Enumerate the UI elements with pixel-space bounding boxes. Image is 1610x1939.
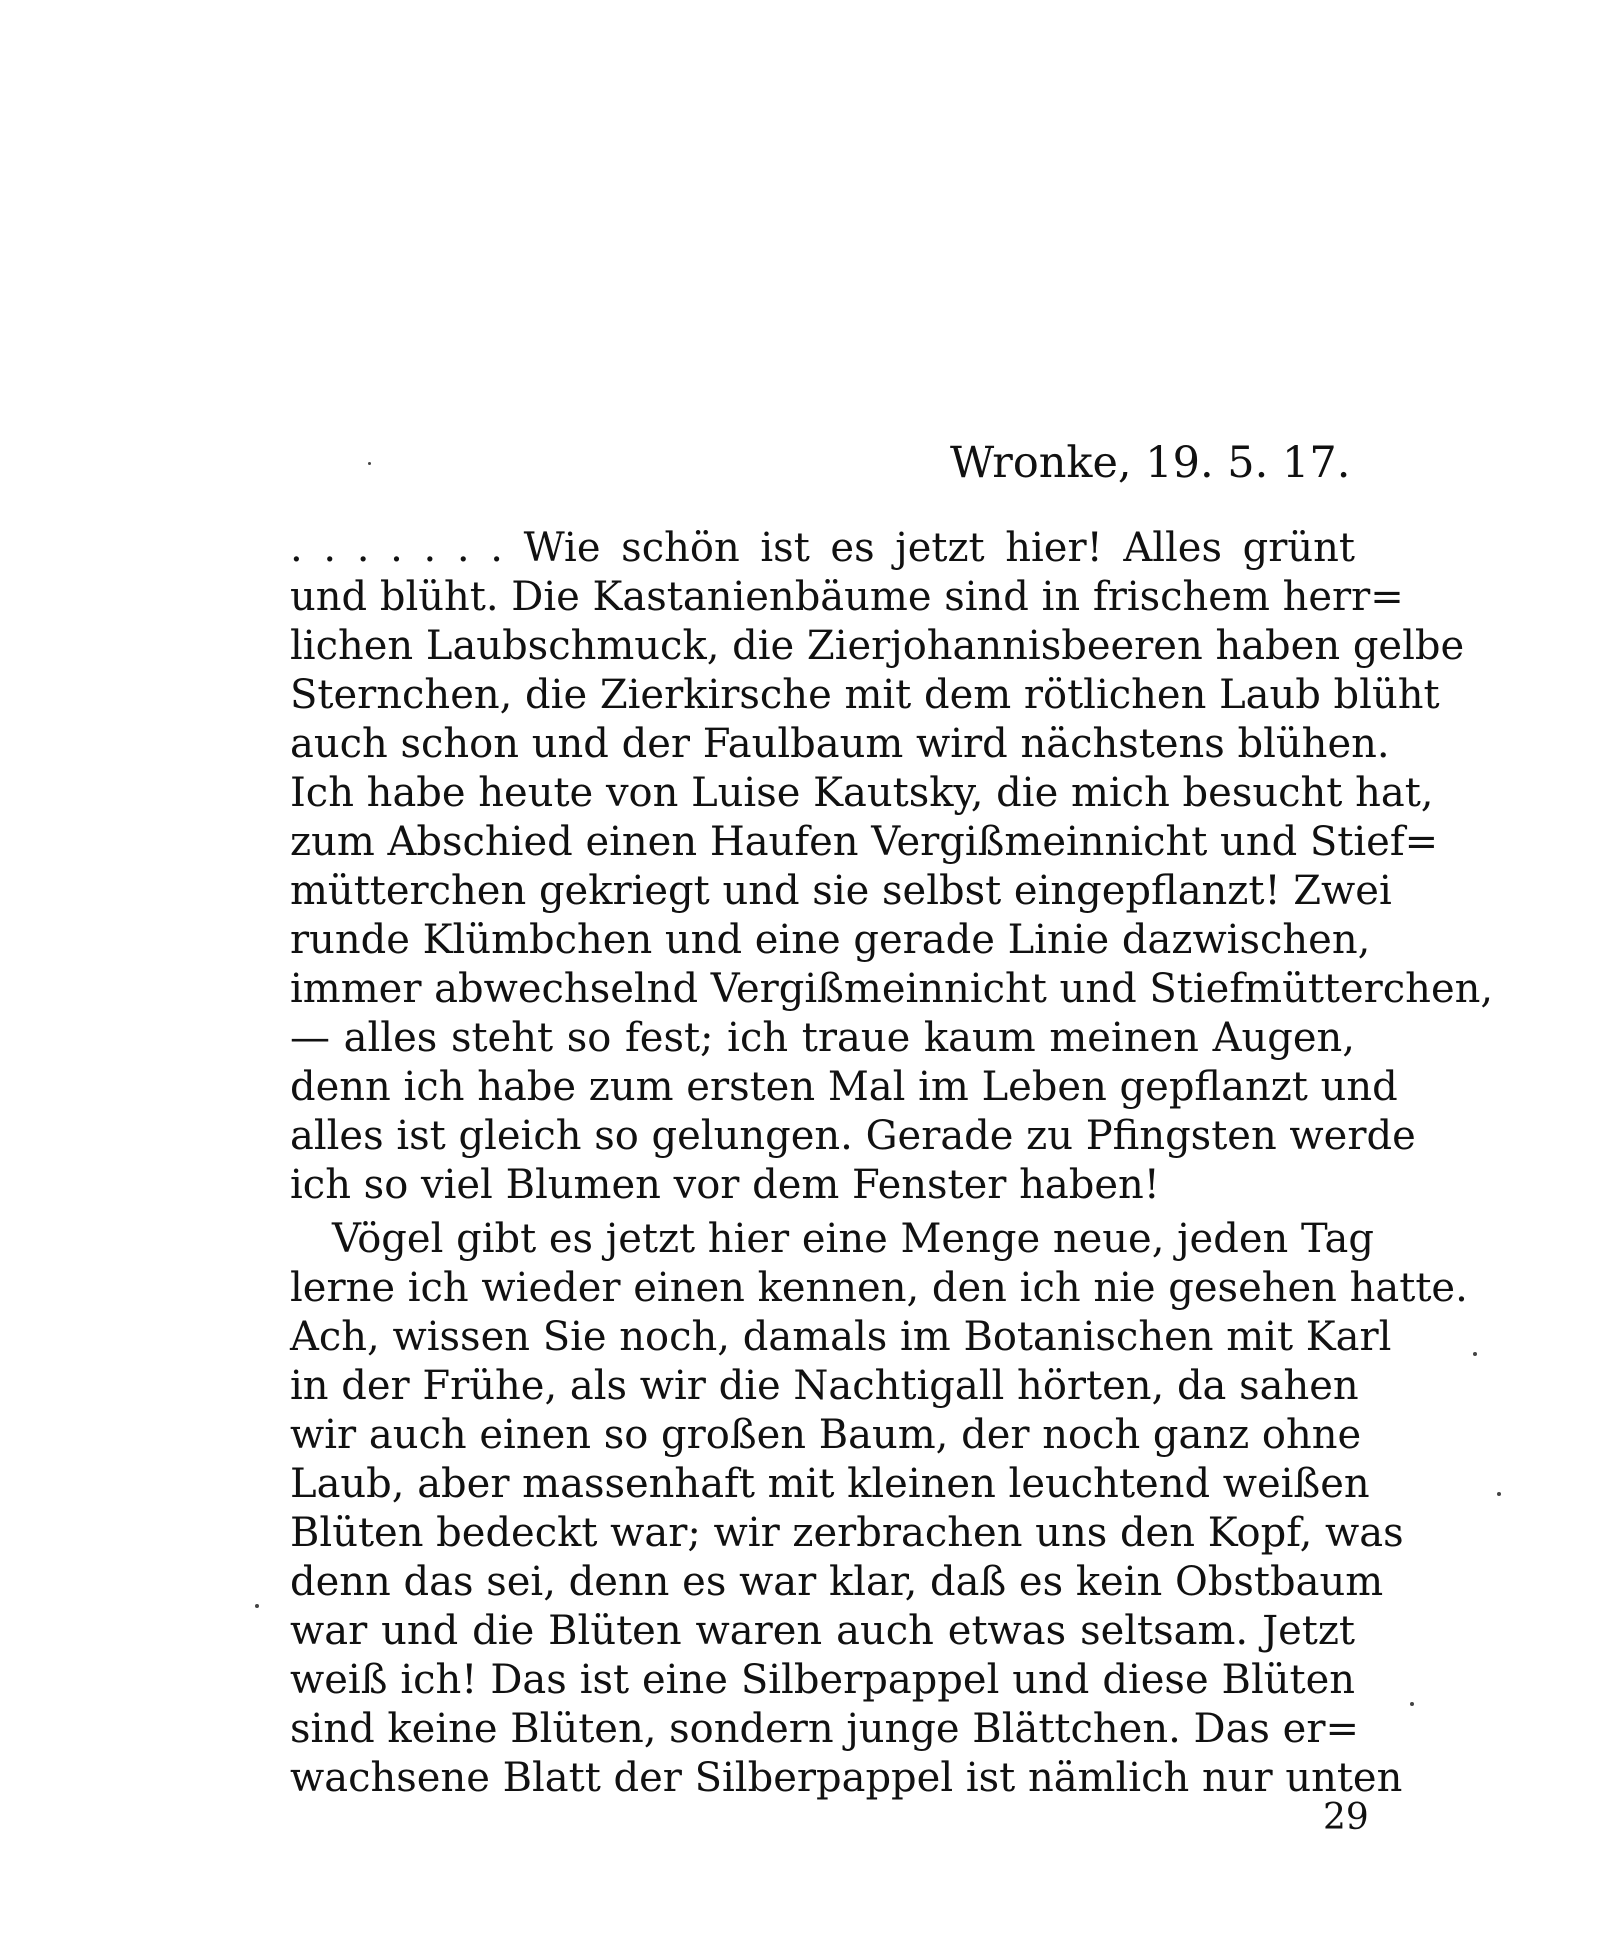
scan-speck [255, 1604, 259, 1608]
text-line: war und die Blüten waren auch etwas seltsam. Jetzt [290, 1608, 1355, 1654]
text-line: Laub, aber massenhaft mit kleinen leuchtend weißen [290, 1461, 1370, 1507]
scan-speck [1410, 1702, 1414, 1706]
text-line: immer abwechselnd Vergißmeinnicht und Stiefmütterchen, [290, 966, 1494, 1012]
text-line: Ich habe heute von Luise Kautsky, die mich besucht hat, [290, 770, 1434, 816]
text-line: wachsene Blatt der Silberpappel ist nämlich nur unten [290, 1755, 1403, 1801]
text-line: Vögel gibt es jetzt hier eine Menge neue, jeden Tag [332, 1216, 1375, 1262]
text-line: mütterchen gekriegt und sie selbst eingepflanzt! Zwei [290, 868, 1392, 914]
text-line: wir auch einen so großen Baum, der noch ganz ohne [290, 1412, 1362, 1458]
scan-speck [368, 462, 371, 465]
text-line: denn das sei, denn es war klar, daß es kein Obstbaum [290, 1559, 1384, 1605]
text-line: Blüten bedeckt war; wir zerbrachen uns den Kopf, was [290, 1510, 1404, 1556]
text-line: lichen Laubschmuck, die Zierjohannisbeeren haben gelbe [290, 623, 1465, 669]
text-line: zum Abschied einen Haufen Vergißmeinnicht und Stief= [290, 819, 1439, 865]
text-line: weiß ich! Das ist eine Silberpappel und diese Blüten [290, 1657, 1355, 1703]
scan-speck [1497, 1492, 1501, 1496]
text-line: Ach, wissen Sie noch, damals im Botanischen mit Karl [290, 1314, 1392, 1360]
dateline: Wronke, 19. 5. 17. [950, 438, 1351, 488]
text-line: . . . . . . . Wie schön ist es jetzt hier! Alles grünt [290, 525, 1355, 571]
text-line: auch schon und der Faulbaum wird nächstens blühen. [290, 721, 1390, 767]
text-line: alles ist gleich so gelungen. Gerade zu Pfingsten werde [290, 1113, 1416, 1159]
paragraph-1 [290, 524, 1494, 1210]
text-line: runde Klümbchen und eine gerade Linie dazwischen, [290, 917, 1371, 963]
paragraph-2 [290, 1215, 1468, 1803]
text-line: ich so viel Blumen vor dem Fenster haben! [290, 1162, 1160, 1208]
text-line: und blüht. Die Kastanienbäume sind in frischem herr= [290, 574, 1404, 620]
text-line: denn ich habe zum ersten Mal im Leben gepflanzt und [290, 1064, 1398, 1110]
scan-speck [1473, 1352, 1477, 1356]
text-line: sind keine Blüten, sondern junge Blättchen. Das er= [290, 1706, 1359, 1752]
text-line: — alles steht so fest; ich traue kaum meinen Augen, [290, 1015, 1355, 1061]
text-line: lerne ich wieder einen kennen, den ich nie gesehen hatte. [290, 1265, 1468, 1311]
text-line: in der Frühe, als wir die Nachtigall hörten, da sahen [290, 1363, 1359, 1409]
page-number: 29 [1323, 1797, 1369, 1838]
text-line: Sternchen, die Zierkirsche mit dem rötlichen Laub blüht [290, 672, 1440, 718]
